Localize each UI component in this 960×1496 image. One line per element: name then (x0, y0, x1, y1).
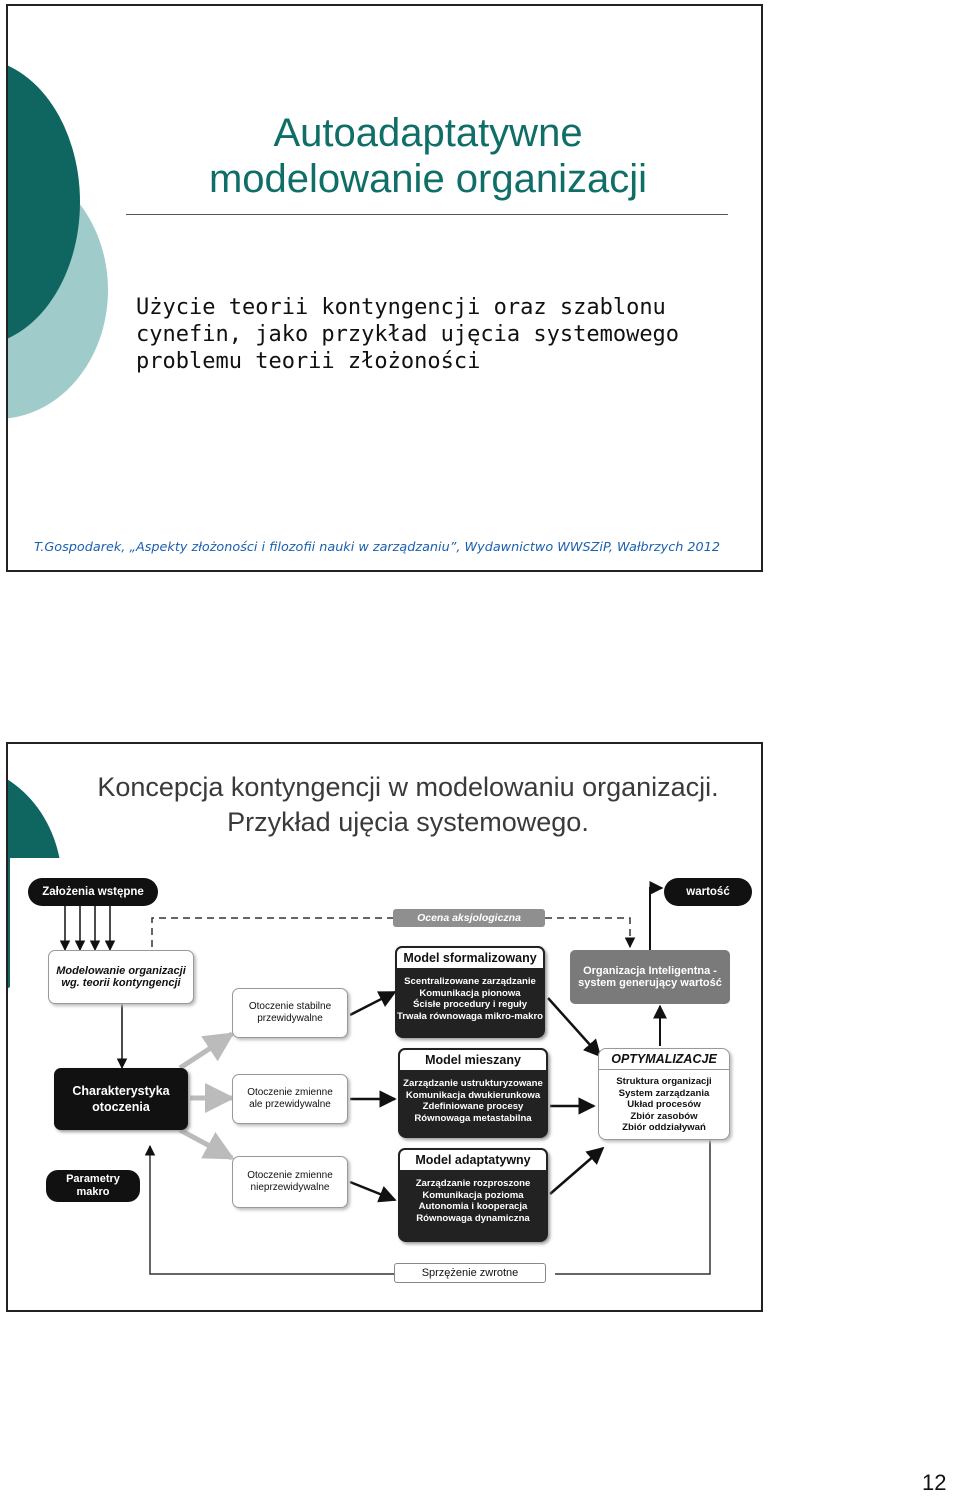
axiological-label: Ocena aksjologiczna (417, 912, 521, 924)
env-variable-predictable-box (232, 1074, 348, 1124)
arrow (650, 888, 662, 950)
assumptions-label: Założenia wstępne (42, 886, 144, 898)
subtitle-line-3: problemu teorii złożoności (136, 349, 481, 374)
model-line: Komunikacja pozioma (422, 1189, 524, 1201)
model-mixed-title: Model mieszany (398, 1048, 548, 1072)
arrow (548, 998, 600, 1056)
model-line: Ścisłe procedury i reguły (412, 999, 528, 1011)
model-line: Zdefiniowane procesy (422, 1101, 524, 1113)
subtitle-line-2: cynefin, jako przykład ujęcia systemowego (136, 322, 680, 347)
modeling-label-line-1: Modelowanie organizacji (56, 965, 186, 977)
env-stable-line-2: przewidywalne (257, 1013, 323, 1024)
contingency-modeling-box (48, 950, 194, 1004)
model-mixed-lines (403, 1072, 543, 1124)
page-number: 12 (922, 1470, 947, 1495)
env-variable-unpred-line-1: Otoczenie zmienne (247, 1170, 333, 1181)
title-line-1: Koncepcja kontyngencji w modelowaniu organizacji. (97, 772, 719, 802)
modeling-label-line-2: wg. teorii kontyngencji (61, 977, 181, 989)
slide-title (6, 4, 763, 572)
env-stable-box (232, 988, 348, 1038)
env-variable-pred-line-1: Otoczenie zmienne (247, 1087, 333, 1098)
title-line-2: Przykład ujęcia systemowego. (227, 807, 589, 837)
env-variable-unpredictable-box (232, 1156, 348, 1208)
optimization-title: OPTYMALIZACJE (599, 1049, 729, 1070)
env-variable-unpred-line-2: nieprzewidywalne (250, 1182, 330, 1193)
optimization-lines (616, 1070, 711, 1134)
optimization-line: System zarządzania (618, 1087, 710, 1099)
intelligent-org-line-1: Organizacja Inteligentna - (583, 965, 717, 977)
optimization-line: Zbiór oddziaływań (622, 1122, 706, 1134)
subtitle-line-1: Użycie teorii kontyngencji oraz szablonu (136, 295, 666, 320)
optimization-line: Zbiór zasobów (630, 1110, 698, 1122)
optimization-box (598, 1048, 730, 1140)
slide-title-heading (118, 110, 738, 202)
model-line: Komunikacja pionowa (419, 987, 521, 999)
arrow-grey (180, 1130, 232, 1158)
title-line-2: modelowanie organizacji (208, 157, 648, 201)
slide-diagram (6, 742, 763, 1312)
intelligent-organization-box (570, 950, 730, 1004)
arrow-grey (180, 1034, 232, 1068)
model-line: Trwała równowaga mikro-makro (396, 1010, 544, 1022)
model-line: Komunikacja dwukierunkowa (405, 1089, 541, 1101)
axiological-loop-line (545, 918, 630, 947)
slide-title-heading (28, 770, 763, 840)
model-formal-lines (397, 970, 543, 1022)
model-line: Równowaga dynamiczna (416, 1212, 530, 1224)
optimization-line: Układ procesów (627, 1099, 701, 1111)
env-characteristics-line-2: otoczenia (92, 1100, 150, 1114)
axiological-box (393, 909, 545, 927)
assumptions-box (28, 878, 158, 906)
feedback-line (555, 1132, 710, 1274)
feedback-label: Sprzężenie zwrotne (421, 1267, 519, 1279)
contingency-diagram (10, 858, 760, 1310)
model-adaptive-box (398, 1148, 548, 1242)
model-line: Równowaga metastabilna (414, 1112, 532, 1124)
feedback-box (394, 1263, 546, 1283)
model-adaptive-lines (416, 1172, 531, 1224)
env-variable-pred-line-2: ale przewidywalne (249, 1099, 331, 1110)
title-divider (126, 214, 728, 215)
arrow (350, 992, 395, 1015)
model-line: Zarządzanie rozproszone (415, 1178, 531, 1189)
arrow (350, 1182, 395, 1200)
environment-characteristics-box (54, 1068, 188, 1130)
axiological-loop-line (152, 918, 393, 947)
env-characteristics-line-1: Charakterystyka (72, 1084, 170, 1098)
macro-params-line-2: makro (76, 1186, 110, 1198)
model-line: Scentralizowane zarządzanie (404, 976, 536, 987)
env-stable-line-1: Otoczenie stabilne (248, 1001, 332, 1012)
model-adaptive-title: Model adaptatywny (398, 1148, 548, 1172)
citation: T.Gospodarek, „Aspekty złożoności i filozofii nauki w zarządzaniu”, Wydawnictwo WWSZiP, Wałbrzych 2012 (34, 540, 720, 555)
macro-params-line-1: Parametry (66, 1173, 120, 1185)
value-label: wartość (686, 886, 730, 898)
slide-subtitle (136, 294, 736, 375)
title-line-1: Autoadaptatywne (273, 111, 583, 155)
model-formal-box (395, 946, 545, 1038)
model-line: Zarządzanie ustrukturyzowane (403, 1078, 543, 1089)
value-box (664, 878, 752, 906)
arrow (550, 1148, 603, 1194)
intelligent-org-line-2: system generujący wartość (578, 977, 722, 989)
model-formal-title: Model sformalizowany (395, 946, 545, 970)
macro-parameters-box (46, 1170, 140, 1202)
model-line: Autonomia i kooperacja (418, 1201, 528, 1213)
optimization-line: Struktura organizacji (616, 1076, 712, 1087)
model-mixed-box (398, 1048, 548, 1138)
